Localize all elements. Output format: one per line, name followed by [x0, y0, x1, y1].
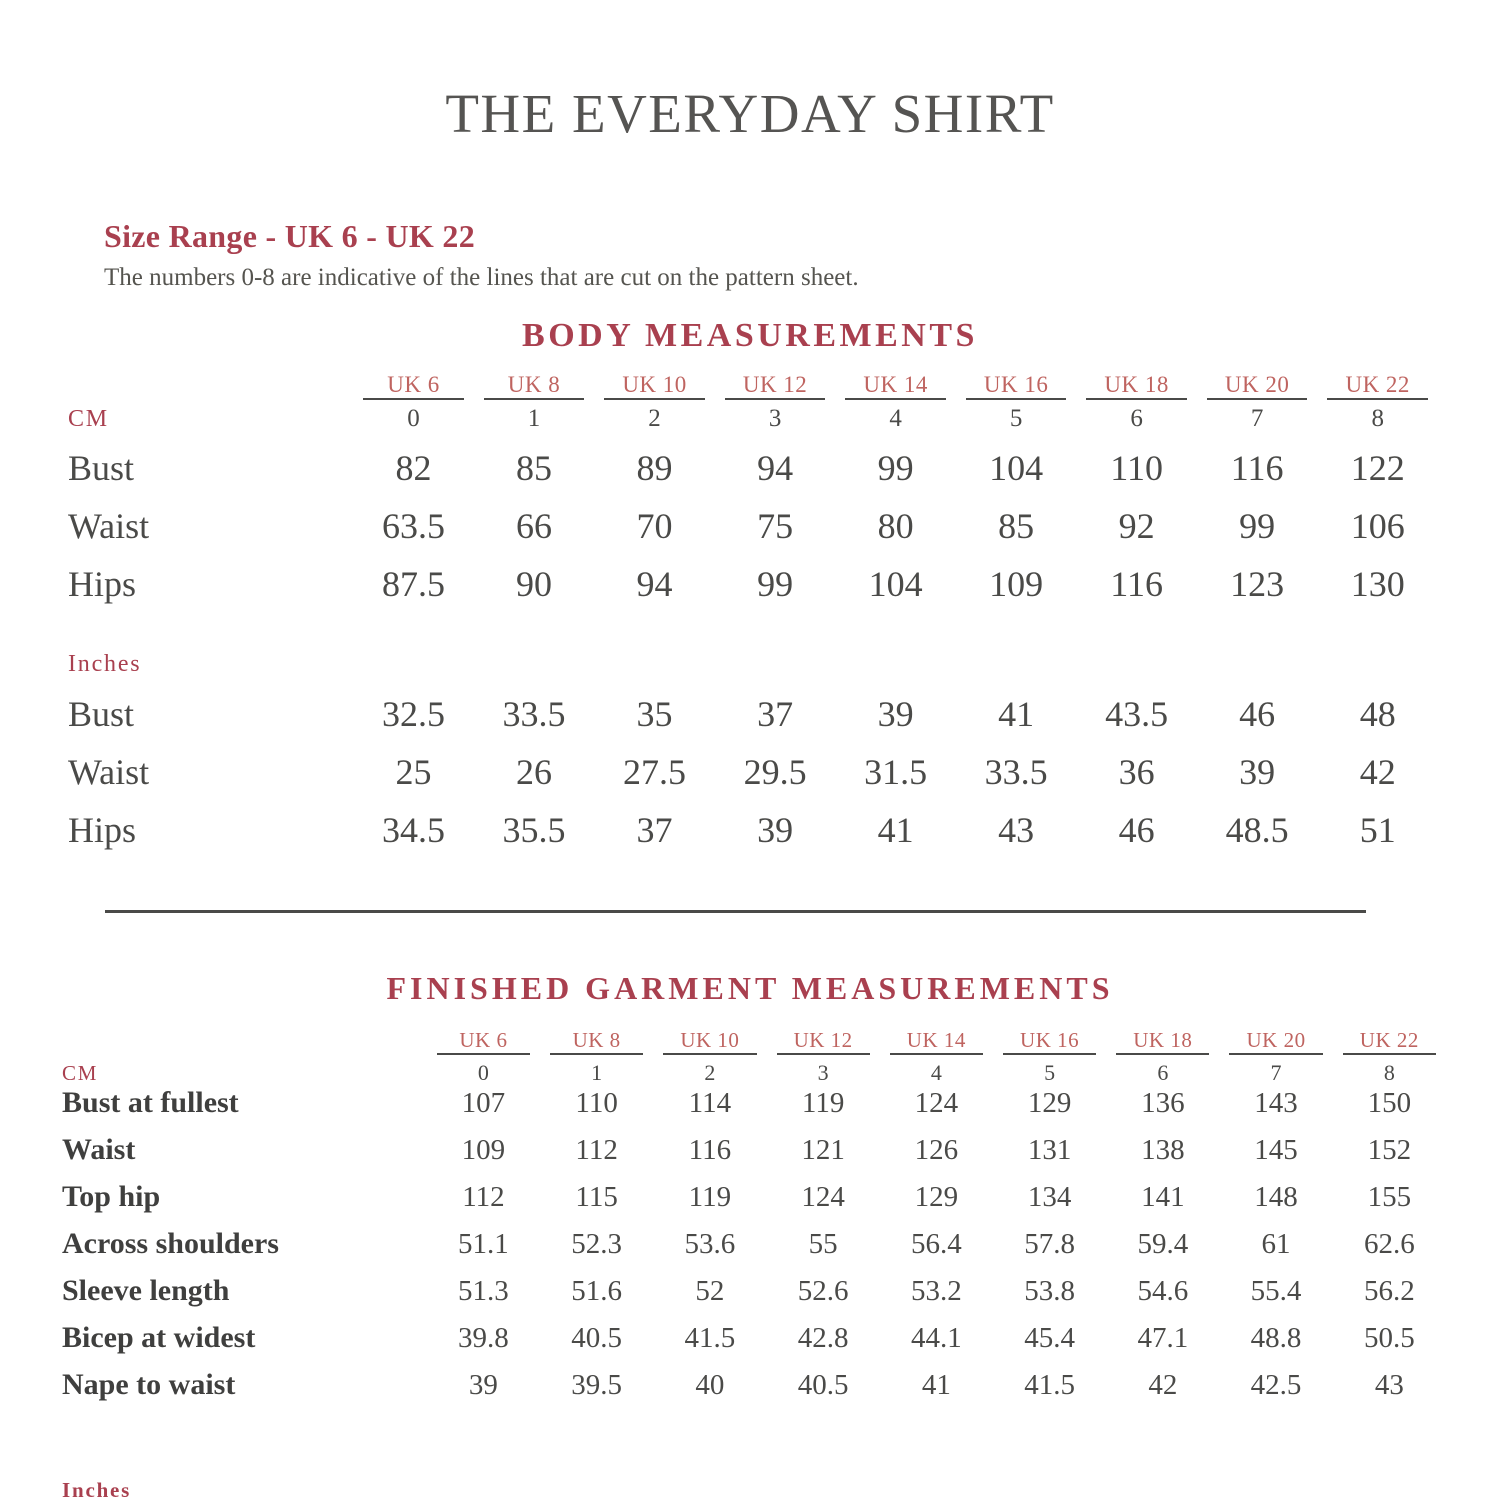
body-cm-cell-2-3: 99 [757, 564, 794, 604]
fg-size-label-6: UK 18 [1133, 1028, 1193, 1052]
fg-column-rule-line-1 [550, 1053, 643, 1055]
fg-cm-cell-2-3: 124 [801, 1181, 845, 1213]
fg-cm-row-label-1: Waist [62, 1133, 136, 1166]
body-inches-cell-0-7: 46 [1239, 694, 1276, 734]
body-measurements-table [62, 372, 1438, 867]
body-cm-cell-1-1: 66 [516, 506, 553, 546]
fg-cm-cell-2-5: 134 [1027, 1181, 1072, 1213]
body-cm-cell-2-7: 123 [1230, 564, 1285, 604]
fg-cm-cell-4-0: 51.3 [458, 1275, 509, 1307]
body-column-rule-7 [1197, 398, 1318, 405]
fg-cm-row-label-2: Top hip [62, 1180, 161, 1213]
body-line-number-2: 2 [648, 405, 661, 432]
fg-cm-cell-1-0: 109 [461, 1134, 506, 1166]
section-divider [105, 910, 1366, 913]
body-column-rule-8 [1317, 398, 1438, 405]
body-cm-cell-1-8: 106 [1350, 506, 1405, 546]
body-inches-cell-1-1: 26 [516, 752, 553, 792]
page-title: THE EVERYDAY SHIRT [445, 83, 1055, 144]
fg-column-rule-1 [540, 1053, 653, 1060]
body-column-rule-4 [835, 398, 956, 405]
fg-cm-cell-1-8: 152 [1367, 1134, 1412, 1166]
body-column-rule-line-3 [725, 398, 826, 400]
fg-header-corner [56, 1028, 427, 1053]
fg-cm-cell-3-1: 52.3 [571, 1228, 623, 1260]
body-line-number-row [62, 405, 1438, 447]
fg-column-rule-6 [1106, 1053, 1219, 1060]
body-inches-cell-2-7: 48.5 [1225, 810, 1289, 850]
fg-cm-cell-5-8: 50.5 [1363, 1322, 1415, 1354]
body-column-rule-2 [594, 398, 715, 405]
fg-cm-cell-5-7: 48.8 [1250, 1322, 1302, 1354]
body-size-label-7: UK 20 [1224, 372, 1290, 397]
body-cm-cell-1-5: 85 [998, 506, 1035, 546]
fg-column-rule-3 [767, 1053, 880, 1060]
fg-size-header-row [56, 1028, 1446, 1053]
body-inches-cell-0-5: 41 [998, 694, 1035, 734]
body-inches-cell-1-7: 39 [1239, 752, 1276, 792]
fg-cm-cell-1-4: 126 [914, 1134, 959, 1166]
body-size-label-2: UK 10 [622, 372, 687, 397]
fg-cm-cell-1-2: 116 [688, 1134, 732, 1166]
size-range-note: The numbers 0-8 are indicative of the lines that are cut on the pattern sheet. [104, 264, 859, 291]
body-line-number-4: 4 [889, 405, 902, 432]
body-cm-unit-label: CM [68, 406, 109, 432]
fg-cm-cell-0-6: 136 [1141, 1087, 1185, 1119]
body-line-number-5: 5 [1009, 405, 1023, 432]
fg-cm-cell-4-4: 53.2 [910, 1275, 962, 1307]
body-inches-cell-1-6: 36 [1118, 752, 1155, 792]
body-inches-unit-row-blank-1 [474, 651, 595, 693]
fg-cm-cell-0-7: 143 [1254, 1087, 1298, 1119]
body-inches-cell-0-8: 48 [1359, 694, 1396, 734]
body-cm-cell-0-5: 104 [989, 448, 1044, 488]
fg-size-label-7: UK 20 [1246, 1028, 1306, 1052]
body-cm-cell-2-8: 130 [1350, 564, 1405, 604]
body-cm-cell-2-4: 104 [868, 564, 923, 604]
table-row [56, 1274, 1446, 1321]
fg-cm-cell-6-0: 39 [468, 1369, 498, 1401]
fg-cm-cell-5-1: 40.5 [571, 1322, 623, 1354]
body-size-header-row [62, 372, 1438, 398]
fg-cm-cell-4-6: 54.6 [1137, 1275, 1189, 1307]
body-line-number-7: 7 [1250, 405, 1264, 432]
fg-line-number-6: 6 [1157, 1060, 1169, 1085]
body-column-rule-0 [353, 398, 474, 405]
body-column-rule-3 [715, 398, 836, 405]
fg-line-number-2: 2 [704, 1060, 716, 1085]
body-inches-cell-1-8: 42 [1359, 752, 1396, 792]
body-inches-cell-0-3: 37 [757, 694, 794, 734]
body-inches-cell-2-2: 37 [636, 810, 673, 850]
fg-cm-cell-6-8: 43 [1374, 1369, 1404, 1401]
body-inches-row-label-0: Bust [68, 694, 135, 734]
body-column-rule-line-6 [1086, 398, 1187, 400]
body-inches-cell-0-0: 32.5 [382, 694, 446, 734]
body-inches-unit-row-blank-8 [1317, 651, 1438, 693]
finished-garment-heading: FINISHED GARMENT MEASUREMENTS [386, 970, 1114, 1006]
fg-size-label-8: UK 22 [1359, 1028, 1419, 1052]
fg-cm-row-label-5: Bicep at widest [62, 1321, 256, 1354]
fg-cm-cell-1-5: 131 [1027, 1134, 1072, 1166]
body-cm-cell-1-3: 75 [757, 506, 794, 546]
fg-size-label-3: UK 12 [793, 1028, 853, 1052]
body-column-rule-line-1 [484, 398, 585, 400]
fg-cm-cell-3-3: 55 [808, 1228, 838, 1260]
table-row [56, 1133, 1446, 1180]
fg-column-rule-line-5 [1003, 1053, 1096, 1055]
fg-column-rule-line-6 [1116, 1053, 1209, 1055]
fg-column-rule-line-3 [777, 1053, 870, 1055]
table-row [62, 505, 1438, 563]
size-range-heading: Size Range - UK 6 - UK 22 [104, 218, 476, 254]
fg-cm-cell-6-1: 39.5 [571, 1369, 623, 1401]
fg-cm-row-label-4: Sleeve length [62, 1274, 230, 1307]
fg-cm-cell-6-3: 40.5 [797, 1369, 849, 1401]
body-inches-cell-1-0: 25 [395, 752, 432, 792]
body-column-rule-line-8 [1327, 398, 1428, 400]
body-line-number-8: 8 [1371, 405, 1384, 432]
fg-cm-cell-3-7: 61 [1261, 1228, 1291, 1260]
fg-line-number-4: 4 [930, 1060, 942, 1085]
fg-cm-cell-2-4: 129 [914, 1181, 959, 1213]
fg-cm-cell-3-0: 51.1 [458, 1228, 509, 1260]
body-size-label-5: UK 16 [983, 372, 1049, 397]
fg-cm-cell-2-0: 112 [462, 1181, 505, 1213]
body-cm-cell-0-6: 110 [1110, 448, 1163, 488]
fg-cm-unit-label: CM [62, 1061, 99, 1085]
body-cm-cell-0-8: 122 [1350, 448, 1405, 488]
fg-cm-cell-2-2: 119 [688, 1181, 732, 1213]
fg-cm-cell-6-6: 42 [1148, 1369, 1178, 1401]
body-inches-unit-row-blank-0 [353, 651, 474, 693]
body-inches-cell-1-3: 29.5 [743, 752, 807, 792]
body-rule-corner [62, 398, 353, 405]
body-inches-cell-1-4: 31.5 [864, 752, 928, 792]
fg-line-number-row [56, 1060, 1446, 1086]
body-cm-cell-1-2: 70 [636, 506, 673, 546]
fg-cm-cell-3-6: 59.4 [1137, 1228, 1189, 1260]
body-cm-cell-2-2: 94 [636, 564, 673, 604]
table-row [56, 1368, 1446, 1415]
fg-cm-cell-2-7: 148 [1254, 1181, 1298, 1213]
body-section-gap-spacer-1 [353, 621, 474, 651]
body-measurements-heading: BODY MEASUREMENTS [522, 317, 978, 354]
body-section-gap-spacer-7 [1076, 621, 1197, 651]
body-cm-row-label-0: Bust [68, 448, 135, 488]
fg-cm-cell-6-7: 42.5 [1250, 1369, 1302, 1401]
fg-column-rule-line-8 [1343, 1053, 1436, 1055]
table-row [56, 1086, 1446, 1133]
body-inches-row-label-2: Hips [68, 810, 137, 850]
fg-column-rule-5 [993, 1053, 1106, 1060]
body-inches-cell-0-2: 35 [636, 694, 673, 734]
body-line-number-3: 3 [768, 405, 782, 432]
fg-cm-cell-3-2: 53.6 [684, 1228, 736, 1260]
body-cm-cell-2-1: 90 [516, 564, 553, 604]
fg-line-number-8: 8 [1383, 1060, 1395, 1085]
body-column-rule-1 [474, 398, 595, 405]
fg-column-rule-line-4 [890, 1053, 983, 1055]
fg-cm-cell-0-0: 107 [461, 1087, 506, 1119]
body-inches-cell-2-4: 41 [877, 810, 914, 850]
body-inches-cell-1-5: 33.5 [984, 752, 1048, 792]
fg-size-label-0: UK 6 [459, 1028, 508, 1052]
fg-column-rule-line-0 [437, 1053, 530, 1055]
body-inches-cell-2-5: 43 [998, 810, 1035, 850]
fg-line-number-5: 5 [1044, 1060, 1056, 1085]
body-column-rule-line-0 [363, 398, 464, 400]
fg-column-rule-line-7 [1229, 1053, 1322, 1055]
body-inches-unit-row-blank-6 [1076, 651, 1197, 693]
body-column-rule-5 [956, 398, 1077, 405]
fg-cm-cell-1-7: 145 [1254, 1134, 1298, 1166]
fg-cm-cell-5-0: 39.8 [458, 1322, 509, 1354]
body-cm-row-label-2: Hips [68, 564, 137, 604]
body-inches-cell-2-0: 34.5 [382, 810, 446, 850]
body-cm-cell-0-0: 82 [395, 448, 432, 488]
fg-cm-cell-3-8: 62.6 [1363, 1228, 1415, 1260]
fg-cm-cell-4-3: 52.6 [797, 1275, 849, 1307]
fg-cm-cell-0-4: 124 [914, 1087, 959, 1119]
body-inches-row-label-1: Waist [68, 752, 150, 792]
fg-column-rule-7 [1219, 1053, 1332, 1060]
body-section-gap-spacer-6 [956, 621, 1077, 651]
fg-column-rule-4 [880, 1053, 993, 1060]
table-row [56, 1227, 1446, 1274]
body-line-number-6: 6 [1130, 405, 1143, 432]
table-row [62, 447, 1438, 505]
finished-garment-table [56, 1028, 1446, 1415]
body-inches-cell-2-6: 46 [1118, 810, 1155, 850]
fg-cm-cell-6-4: 41 [921, 1369, 951, 1401]
body-section-gap-spacer-2 [474, 621, 595, 651]
body-section-gap-spacer-5 [835, 621, 956, 651]
table-row [62, 693, 1438, 751]
body-size-label-0: UK 6 [387, 372, 440, 397]
body-cm-cell-1-4: 80 [877, 506, 914, 546]
fg-column-rule-2 [653, 1053, 766, 1060]
body-cm-cell-1-0: 63.5 [382, 506, 446, 546]
body-inches-unit-row-blank-5 [956, 651, 1077, 693]
body-line-number-0: 0 [407, 405, 420, 432]
fg-cm-cell-0-3: 119 [801, 1087, 845, 1119]
body-inches-unit-row-blank-3 [715, 651, 836, 693]
body-measurements-grid [62, 372, 1438, 867]
body-cm-cell-2-5: 109 [989, 564, 1044, 604]
fg-column-rule-0 [427, 1053, 540, 1060]
body-cm-cell-0-4: 99 [877, 448, 914, 488]
fg-cm-cell-6-2: 40 [695, 1369, 725, 1401]
body-header-rule-row [62, 398, 1438, 405]
fg-cm-cell-4-5: 53.8 [1024, 1275, 1075, 1307]
body-section-gap-spacer-3 [594, 621, 715, 651]
fg-size-label-2: UK 10 [680, 1028, 740, 1052]
fg-cm-cell-0-8: 150 [1367, 1087, 1412, 1119]
body-cm-cell-1-7: 99 [1239, 506, 1276, 546]
fg-cm-cell-5-5: 45.4 [1024, 1322, 1075, 1354]
body-column-rule-line-7 [1207, 398, 1308, 400]
body-cm-cell-0-3: 94 [757, 448, 794, 488]
body-inches-cell-2-1: 35.5 [502, 810, 566, 850]
fg-size-label-1: UK 8 [572, 1028, 621, 1052]
fg-cm-cell-4-1: 51.6 [571, 1275, 623, 1307]
body-cm-cell-2-0: 87.5 [382, 564, 446, 604]
body-section-gap-spacer-9 [1317, 621, 1438, 651]
fg-cm-cell-1-6: 138 [1141, 1134, 1185, 1166]
table-row [62, 809, 1438, 867]
body-column-rule-line-2 [604, 398, 705, 400]
fg-cm-cell-2-8: 155 [1367, 1181, 1412, 1213]
body-section-gap-spacer-8 [1197, 621, 1318, 651]
body-size-label-6: UK 18 [1104, 372, 1169, 397]
fg-cm-cell-5-6: 47.1 [1137, 1322, 1189, 1354]
fg-size-label-4: UK 14 [906, 1028, 966, 1052]
body-inches-cell-1-2: 27.5 [623, 752, 687, 792]
fg-column-rule-line-2 [663, 1053, 756, 1055]
fg-rule-corner [56, 1053, 427, 1060]
fg-size-label-5: UK 16 [1020, 1028, 1080, 1052]
body-inches-unit-row [62, 651, 1438, 693]
fg-cm-cell-0-1: 110 [575, 1087, 618, 1119]
fg-cm-cell-4-2: 52 [695, 1275, 725, 1307]
body-inches-cell-0-6: 43.5 [1105, 694, 1169, 734]
table-row [62, 751, 1438, 809]
body-cm-cell-0-1: 85 [516, 448, 553, 488]
finished-garment-grid [56, 1028, 1446, 1415]
table-row [56, 1321, 1446, 1368]
fg-line-number-7: 7 [1270, 1060, 1282, 1085]
body-inches-cell-2-8: 51 [1359, 810, 1396, 850]
body-cm-cell-0-7: 116 [1230, 448, 1284, 488]
fg-cm-row-label-3: Across shoulders [62, 1227, 279, 1260]
fg-cm-row-label-6: Nape to waist [62, 1368, 236, 1401]
table-row [62, 563, 1438, 621]
body-inches-unit-row-blank-7 [1197, 651, 1318, 693]
fg-cm-cell-6-5: 41.5 [1024, 1369, 1075, 1401]
body-inches-cell-2-3: 39 [757, 810, 794, 850]
fg-cm-cell-4-8: 56.2 [1363, 1275, 1415, 1307]
body-header-corner [62, 372, 353, 398]
fg-line-number-1: 1 [591, 1060, 603, 1085]
fg-cm-cell-3-4: 56.4 [910, 1228, 962, 1260]
body-inches-unit-row-blank-2 [594, 651, 715, 693]
fg-cm-cell-5-4: 44.1 [910, 1322, 962, 1354]
body-section-gap-spacer-4 [715, 621, 836, 651]
body-section-gap-spacer-0 [62, 621, 353, 651]
fg-cm-cell-2-1: 115 [575, 1181, 618, 1213]
body-inches-unit-row-blank-4 [835, 651, 956, 693]
fg-cm-cell-5-3: 42.8 [797, 1322, 849, 1354]
body-cm-cell-1-6: 92 [1118, 506, 1155, 546]
body-inches-unit-row-label: Inches [68, 651, 142, 677]
body-size-label-3: UK 12 [742, 372, 808, 397]
body-line-number-1: 1 [527, 405, 541, 432]
fg-cm-cell-2-6: 141 [1141, 1181, 1185, 1213]
fg-cm-cell-1-1: 112 [575, 1134, 618, 1166]
body-size-label-1: UK 8 [507, 372, 561, 397]
fg-cm-cell-1-3: 121 [801, 1134, 845, 1166]
fg-cm-cell-0-2: 114 [688, 1087, 732, 1119]
fg-line-number-3: 3 [817, 1060, 829, 1085]
fg-cm-cell-5-2: 41.5 [684, 1322, 736, 1354]
finished-garment-inches-label: Inches [62, 1478, 132, 1502]
fg-cm-cell-3-5: 57.8 [1024, 1228, 1075, 1260]
fg-cm-cell-4-7: 55.4 [1250, 1275, 1302, 1307]
body-column-rule-line-4 [845, 398, 946, 400]
fg-header-rule-row [56, 1053, 1446, 1060]
fg-cm-cell-0-5: 129 [1027, 1087, 1072, 1119]
body-section-gap [62, 621, 1438, 651]
body-size-label-8: UK 22 [1345, 372, 1410, 397]
table-row [56, 1180, 1446, 1227]
body-cm-cell-2-6: 116 [1110, 564, 1163, 604]
body-inches-cell-0-1: 33.5 [502, 694, 566, 734]
body-column-rule-line-5 [966, 398, 1067, 400]
body-cm-row-label-1: Waist [68, 506, 150, 546]
body-inches-cell-0-4: 39 [877, 694, 914, 734]
body-size-label-4: UK 14 [863, 372, 928, 397]
body-column-rule-6 [1076, 398, 1197, 405]
fg-cm-row-label-0: Bust at fullest [62, 1086, 239, 1119]
fg-line-number-0: 0 [477, 1060, 489, 1085]
body-cm-cell-0-2: 89 [636, 448, 673, 488]
fg-column-rule-8 [1333, 1053, 1446, 1060]
